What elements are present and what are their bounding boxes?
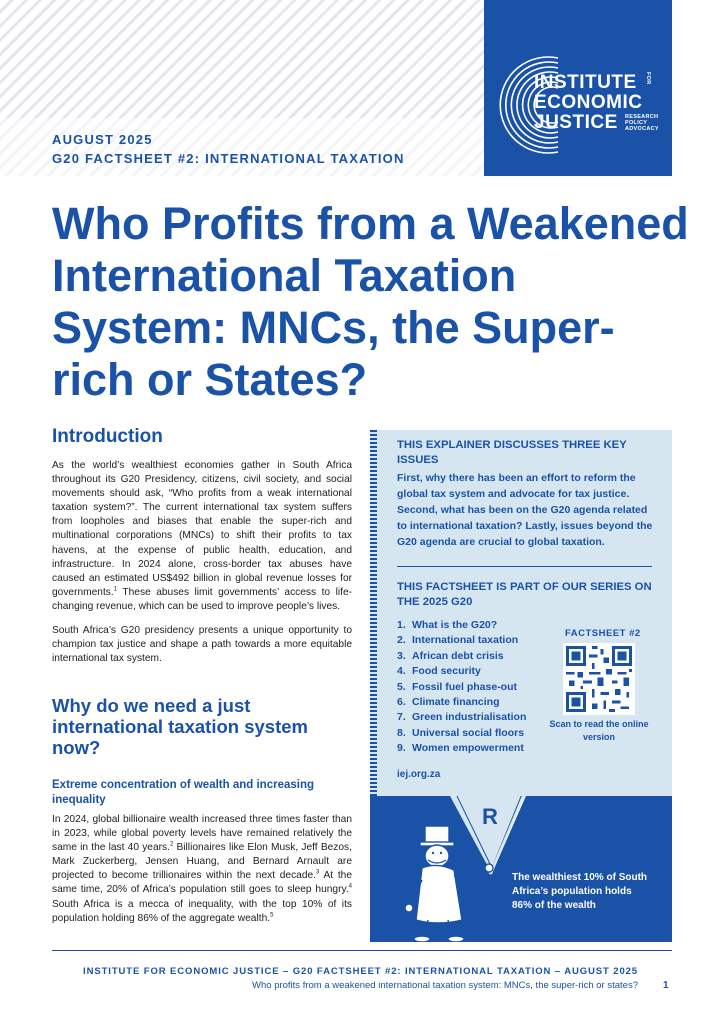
logo-line-3: JUSTICE — [534, 112, 618, 133]
sidebar-heading-issues: THIS EXPLAINER DISCUSSES THREE KEY ISSUES — [397, 439, 627, 466]
series-label: International taxation — [412, 634, 519, 647]
sidebar-divider — [397, 566, 652, 567]
footer-subtitle: Who profits from a weakened international taxation system: MNCs, the super-rich or states? — [252, 980, 638, 991]
logo-tagline — [625, 114, 659, 132]
series-label: African debt crisis — [412, 649, 504, 662]
series-num: 8. — [397, 726, 406, 739]
qr-caption: Scan to read the online version — [549, 719, 649, 742]
sidebar-issues-text: First, why there has been an effort to reform the global tax system and advocate for tax justice. Second, what has been on the G20 agenda related to international taxation? Lastly, issues beyond the G20 agenda are crucial to global taxation. — [397, 472, 653, 548]
publication-date: AUGUST 2025 — [52, 132, 153, 147]
logo-line-2: ECONOMIC — [534, 92, 643, 113]
logo-tagline-advocacy: ADVOCACY — [625, 126, 659, 132]
intro-paragraph-1 — [52, 459, 352, 614]
series-item[interactable] — [397, 695, 526, 710]
intro-p1-tail: These abuses limit governments’ access to life-changing revenue, which can be used to improve people’s lives. — [52, 586, 352, 612]
series-label: Green industrialisation — [412, 711, 527, 724]
footnote-ref[interactable]: 3 — [316, 869, 320, 876]
footnote-ref[interactable]: 4 — [348, 884, 352, 891]
series-list — [397, 618, 526, 757]
logo-tagline-policy: POLICY — [625, 120, 648, 126]
series-num: 2. — [397, 634, 406, 647]
iej-logo — [484, 0, 672, 176]
series-num: 9. — [397, 742, 406, 755]
series-label: Climate financing — [412, 695, 500, 708]
monopoly-man-flag-icon — [370, 796, 672, 942]
series-label: Universal social floors — [412, 726, 525, 739]
wealth-text-c: At the same time, 20% of Africa’s population still goes to sleep hungry. — [52, 870, 352, 896]
footnote-ref[interactable]: 2 — [169, 841, 174, 848]
wealth-subheading: Extreme concentration of wealth and increasing inequality — [52, 779, 315, 806]
wealth-paragraph — [52, 813, 352, 926]
series-item[interactable] — [397, 680, 526, 695]
series-item[interactable] — [397, 726, 526, 741]
series-item[interactable] — [397, 649, 526, 664]
series-item[interactable] — [397, 633, 526, 648]
wealth-callout: The wealthiest 10% of South Africa’s population holds 86% of the wealth — [512, 872, 648, 911]
header-hatch-fade — [0, 118, 484, 176]
series-label: Fossil fuel phase-out — [412, 680, 518, 693]
why-heading: Why do we need a just international taxation system now? — [52, 695, 308, 758]
qr-code-icon[interactable] — [563, 643, 635, 715]
intro-heading: Introduction — [52, 426, 163, 447]
website-link[interactable]: iej.org.za — [397, 769, 441, 780]
series-num: 3. — [397, 649, 406, 662]
callout-panel — [370, 796, 672, 942]
factsheet-series: G20 FACTSHEET #2: INTERNATIONAL TAXATION — [52, 151, 405, 166]
wealth-text-a: In 2024, global billionaire wealth increased three times faster than in 2023, while global poverty levels have remained relatively the same in the last 40 years. — [52, 814, 352, 854]
logo-line-1: INSTITUTE — [534, 72, 637, 93]
logo-for: FOR — [645, 72, 651, 85]
series-label: Food security — [412, 665, 481, 678]
series-label: Women empowerment — [412, 742, 524, 755]
footnote-ref[interactable]: 1 — [113, 586, 118, 593]
series-item[interactable] — [397, 710, 526, 725]
intro-p1-text: As the world’s wealthiest economies gather in South Africa throughout its G20 Presidency, citizens, civil society, and social movements should ask, “Who profits from a weak international taxation system?”. The current international tax system suffers from loopholes and biases that enable the super-rich and multinational corporations (MNCs) to shift their profits to tax havens, at the expense of public health, education, and infrastructure. In 2024 alone, cross-border tax abuses have caused an estimated US$492 billion in global revenue losses for governments. — [52, 460, 352, 598]
series-num: 4. — [397, 665, 406, 678]
series-item[interactable] — [397, 741, 526, 756]
series-num: 6. — [397, 695, 406, 708]
sidebar-heading-series: THIS FACTSHEET IS PART OF OUR SERIES ON THE 2025 G20 — [397, 581, 652, 608]
series-num: 1. — [397, 619, 406, 631]
logo-tagline-research: RESEARCH — [625, 114, 659, 120]
wealth-text-d: South Africa is a mecca of inequality, with the top 10% of its population holding 86% of the aggregate wealth. — [52, 898, 352, 924]
series-item[interactable] — [397, 664, 526, 679]
footer-divider — [52, 950, 672, 951]
series-label: What is the G20? — [412, 619, 498, 631]
intro-paragraph-2: South Africa’s G20 presidency presents a unique opportunity to champion tax justice and shape a path towards a more equitable international tax system. — [52, 625, 352, 665]
flag-letter: R — [482, 804, 498, 829]
series-item[interactable] — [397, 618, 526, 633]
page-title: Who Profits from a Weakened International Taxation System: MNCs, the Super-rich or States? — [52, 198, 689, 405]
factsheet-label: FACTSHEET #2 — [565, 628, 641, 639]
series-num: 7. — [397, 711, 406, 724]
series-num: 5. — [397, 680, 406, 693]
wealth-text-b: Billionaires like Elon Musk, Jeff Bezos, Mark Zuckerberg, Jensen Huang, and Bernard Arnault are projected to become trillionaires within the next decade. — [52, 842, 352, 882]
footer-title: INSTITUTE FOR ECONOMIC JUSTICE – G20 FACTSHEET #2: INTERNATIONAL TAXATION – AUGUST 2025 — [83, 966, 638, 977]
footnote-ref[interactable]: 5 — [270, 912, 274, 919]
page-number: 1 — [663, 980, 669, 991]
